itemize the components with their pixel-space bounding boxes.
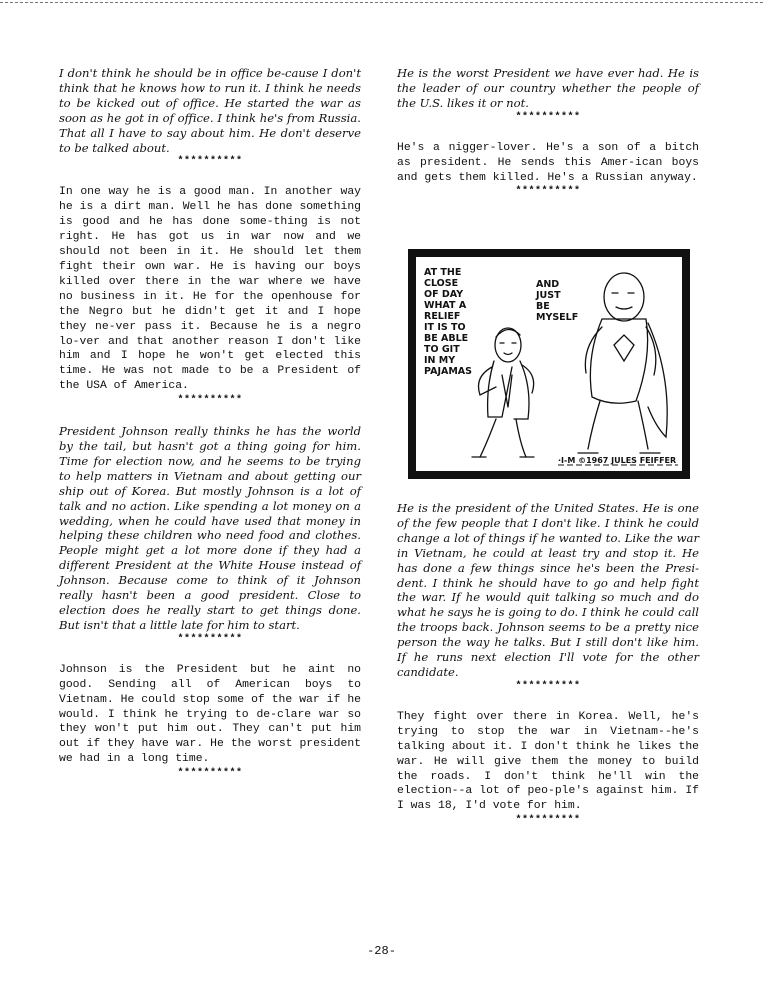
cartoon-figures (472, 273, 667, 457)
cartoon-signature: ·I-M ©1967 JULES FEIFFER (558, 456, 677, 465)
speech-left-line: OF DAY (424, 289, 464, 300)
speech-left-line: WHAT A (424, 300, 467, 311)
speech-left-line: PAJAMAS (424, 366, 472, 377)
separator: ********** (515, 186, 581, 198)
speech-left-line: IN MY (424, 355, 456, 366)
entry-8: They fight over there in Korea. Well, he's trying to stop the war in Vietnam--he's talking about it. I don't think he likes the war. He will give them the money to build the roads. I don't think he'll win the election--a lot of peo-ple's against him. If I was 18, I'd vote for him. (397, 710, 699, 813)
entry-4: Johnson is the President but he aint no good. Sending all of American boys to Vietnam. He could stop some of the war if he would. I think he trying to de-clare war so they won't put him out. They can't put him out if they have war. He the worst president we had in a long time. (59, 663, 361, 766)
speech-right-line: AND (536, 279, 560, 290)
separator: ********** (515, 815, 581, 827)
entry-1: I don't think he should be in office be-cause I don't think that he knows how to run it. I think he needs to be kicked out of office. He started the war as soon as he got in of office. I think he's from Russia. That all I have to say about him. He don't deserve to be talked about. (59, 66, 361, 155)
speech-left-line: RELIEF (424, 311, 461, 322)
speech-left-line: BE ABLE (424, 333, 469, 344)
chest-emblem (614, 335, 634, 361)
top-dashed-rule (0, 2, 763, 3)
separator: ********** (177, 156, 243, 168)
speech-right-line: MYSELF (536, 312, 579, 323)
cartoon-drawing (416, 257, 682, 471)
entry-7: He is the president of the United States. He is one of the few people that I don't like. I think he could change a lot of things if he wanted to. Like the war in Vietnam, he could at least try and stop it. He has done a few things since he's been the Presi-dent. I think he should have to go and help fight the war. If he would quit talking so much and do what he says he is going to do. I think he could call the troops back. Johnson seems to be a pretty nice person the way he talks. But I still don't like him. If he runs next election I'll vote for the other candidate. (397, 501, 699, 679)
separator: ********** (177, 633, 243, 645)
entry-3: President Johnson really thinks he has the world by the tail, but hasn't got a thing going for him. Time for election now, and he seems to be trying to help matters in Vietnam and about getting our ship out of Korea. But mostly Johnson is a lot of talk and no action. Like spending a lot money on a wedding, when he could have used that money in helping these children who need food and clothes. People might get a lot more done if they had a different President at the White House instead of Johnson. Because come to think of it Johnson really hasn't been a good president. Close to election does he really start to get things done. But isn't that a little late for him to start. (59, 424, 361, 632)
feiffer-cartoon (408, 249, 690, 479)
separator: ********** (515, 111, 581, 123)
entry-2: In one way he is a good man. In another way he is a dirt man. Well he has done something is good and he has done some-thing is not right. He has got us in war now and we should not been in it. He should let them fight their own war. He is having our boys killed over there in the war where we have no business in it. He for the openhouse for the Negro but he didn't get it and I hope they ne-ver pass it. Because he is a negro lo-ver and that another reason I don't like him and I hope he won't get elected this time. He was not made to be a President of the USA of America. (59, 186, 361, 393)
separator: ********** (177, 768, 243, 780)
superman-head (604, 273, 644, 321)
speech-left-line: CLOSE (424, 278, 459, 289)
speech-left-line: IT IS TO (424, 322, 466, 333)
speech-left-line: AT THE (424, 267, 462, 278)
separator: ********** (515, 680, 581, 692)
entry-5: He is the worst President we have ever had. He is the leader of our country whether the people of the U.S. likes it or not. (397, 66, 699, 110)
right-column-bottom (397, 501, 699, 826)
left-column (59, 66, 361, 779)
speech-left-line: TO GIT (424, 344, 460, 355)
separator: ********** (177, 395, 243, 407)
right-column-top (397, 66, 699, 197)
page-number: -28- (367, 944, 396, 958)
speech-right-line: JUST (536, 290, 561, 301)
entry-6: He's a nigger-lover. He's a son of a bitch as president. He sends this Amer-ican boys and gets them killed. He's a Russian anyway. (397, 141, 699, 184)
speech-right-line: BE (536, 301, 550, 312)
